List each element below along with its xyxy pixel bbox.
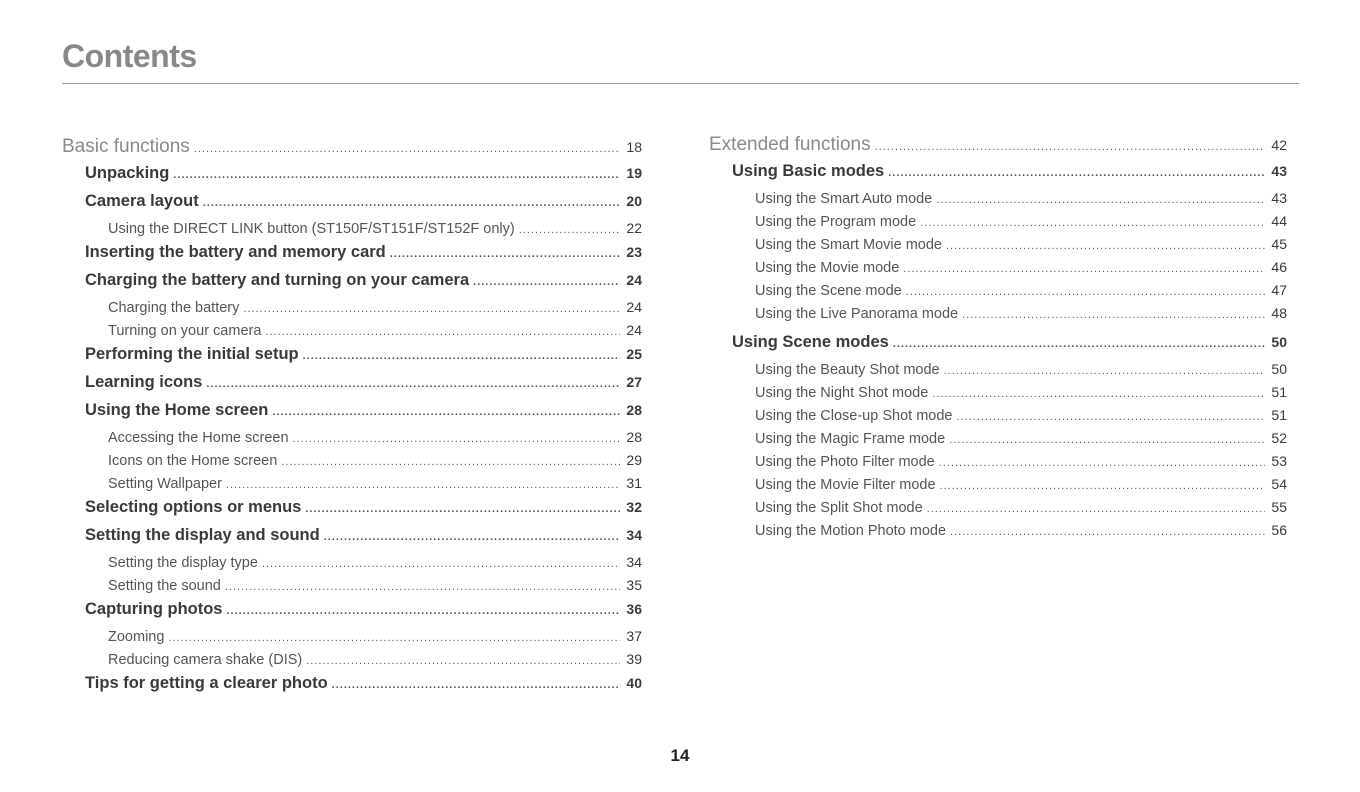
toc-leader-dots — [281, 456, 620, 468]
toc-subentry[interactable] — [62, 628, 642, 651]
toc-page-number: 40 — [626, 675, 642, 691]
toc-entry-title: Using Scene modes — [732, 333, 889, 351]
toc-leader-dots — [932, 388, 1265, 400]
toc-page-number: 44 — [1271, 213, 1287, 229]
toc-entry-title: Using the Close-up Shot mode — [755, 408, 953, 424]
toc-page-number: 36 — [626, 601, 642, 617]
toc-page-number: 54 — [1271, 476, 1287, 492]
toc-page-number: 22 — [626, 220, 642, 236]
toc-leader-dots — [272, 406, 620, 418]
toc-entry-title: Setting the display type — [108, 555, 258, 571]
toc-entry[interactable] — [709, 333, 1287, 361]
toc-entry-title: Unpacking — [85, 164, 170, 182]
toc-page-number: 43 — [1271, 190, 1287, 206]
toc-page-number: 32 — [626, 499, 642, 515]
toc-page-number: 50 — [1271, 334, 1287, 350]
toc-leader-dots — [893, 338, 1265, 350]
toc-page-number: 34 — [626, 554, 642, 570]
toc-page-number: 27 — [626, 374, 642, 390]
toc-page-number: 24 — [626, 272, 642, 288]
toc-leader-dots — [950, 526, 1265, 538]
toc-page-number: 56 — [1271, 522, 1287, 538]
toc-leader-dots — [939, 457, 1265, 469]
toc-entry[interactable] — [62, 600, 642, 628]
toc-subentry[interactable] — [62, 322, 642, 345]
toc-entry-title: Using the Photo Filter mode — [755, 454, 935, 470]
toc-page-number: 20 — [626, 193, 642, 209]
toc-page-number: 43 — [1271, 163, 1287, 179]
page-number: 14 — [670, 746, 690, 765]
toc-page-number: 23 — [626, 244, 642, 260]
toc-subentry[interactable] — [62, 429, 642, 452]
toc-subentry[interactable] — [62, 554, 642, 577]
toc-subentry[interactable] — [62, 220, 642, 243]
toc-entry-title: Setting the display and sound — [85, 526, 320, 544]
toc-leader-dots — [944, 365, 1265, 377]
toc-leader-dots — [519, 224, 620, 236]
toc-entry-title: Using the Movie Filter mode — [755, 477, 936, 493]
toc-entry-title: Setting Wallpaper — [108, 476, 222, 492]
toc-entry[interactable] — [62, 345, 642, 373]
toc-entry[interactable] — [62, 243, 642, 271]
toc-leader-dots — [194, 143, 620, 155]
toc-leader-dots — [324, 531, 620, 543]
toc-leader-dots — [936, 194, 1265, 206]
toc-page-number: 24 — [626, 322, 642, 338]
toc-subentry[interactable] — [62, 651, 642, 674]
toc-page-number: 51 — [1271, 384, 1287, 400]
toc-entry-title: Extended functions — [709, 134, 871, 155]
toc-page-number: 42 — [1271, 137, 1287, 153]
toc-leader-dots — [306, 655, 620, 667]
toc-leader-dots — [226, 605, 620, 617]
toc-page-number: 25 — [626, 346, 642, 362]
toc-entry-title: Zooming — [108, 629, 165, 645]
toc-leader-dots — [305, 503, 620, 515]
toc-leader-dots — [262, 558, 620, 570]
toc-page-number: 47 — [1271, 282, 1287, 298]
toc-entry[interactable] — [62, 271, 642, 299]
toc-entry[interactable] — [62, 401, 642, 429]
toc-entry[interactable] — [62, 164, 642, 192]
toc-column-left — [62, 136, 642, 702]
toc-leader-dots — [303, 350, 620, 362]
toc-page-number: 55 — [1271, 499, 1287, 515]
toc-entry-title: Using the Magic Frame mode — [755, 431, 946, 447]
toc-subentry[interactable] — [709, 305, 1287, 328]
toc-leader-dots — [940, 480, 1265, 492]
toc-leader-dots — [293, 433, 620, 445]
toc-entry-title: Charging the battery — [108, 300, 240, 316]
toc-leader-dots — [225, 581, 620, 593]
toc-leader-dots — [206, 378, 620, 390]
toc-entry-title: Camera layout — [85, 192, 199, 210]
toc-page-number: 19 — [626, 165, 642, 181]
page-title: Contents — [62, 38, 197, 74]
toc-page-number: 28 — [626, 402, 642, 418]
toc-page-number: 50 — [1271, 361, 1287, 377]
toc-entry[interactable] — [709, 162, 1287, 190]
toc-leader-dots — [888, 167, 1265, 179]
toc-entry-title: Using the Split Shot mode — [755, 500, 923, 516]
toc-entry-title: Using the Program mode — [755, 214, 917, 230]
toc-subentry[interactable] — [62, 577, 642, 600]
toc-entry[interactable] — [62, 192, 642, 220]
toc-leader-dots — [956, 411, 1265, 423]
toc-entry-title: Inserting the battery and memory card — [85, 243, 386, 261]
toc-leader-dots — [927, 503, 1265, 515]
toc-subentry[interactable] — [62, 475, 642, 498]
toc-entry-title: Using the Motion Photo mode — [755, 523, 947, 539]
toc-column-right — [709, 134, 1287, 545]
toc-leader-dots — [332, 679, 620, 691]
toc-leader-dots — [903, 263, 1265, 275]
toc-entry-title: Using Basic modes — [732, 162, 885, 180]
toc-entry-title: Using the Home screen — [85, 401, 269, 419]
toc-leader-dots — [243, 303, 620, 315]
toc-section-heading[interactable] — [62, 136, 642, 164]
toc-subentry[interactable] — [709, 476, 1287, 499]
toc-entry-title: Using the Movie mode — [755, 260, 900, 276]
toc-page-number: 29 — [626, 452, 642, 468]
toc-entry-title: Icons on the Home screen — [108, 453, 278, 469]
title-divider — [62, 83, 1299, 84]
toc-entry-title: Turning on your camera — [108, 323, 262, 339]
toc-entry-title: Basic functions — [62, 136, 190, 157]
toc-page-number: 53 — [1271, 453, 1287, 469]
toc-subentry[interactable] — [709, 190, 1287, 213]
toc-page-number: 52 — [1271, 430, 1287, 446]
toc-subentry[interactable] — [709, 499, 1287, 522]
toc-page-number: 35 — [626, 577, 642, 593]
toc-subentry[interactable] — [709, 407, 1287, 430]
toc-leader-dots — [875, 141, 1265, 153]
toc-section-heading[interactable] — [709, 134, 1287, 162]
toc-entry-title: Tips for getting a clearer photo — [85, 674, 328, 692]
toc-leader-dots — [920, 217, 1265, 229]
toc-entry-title: Using the Beauty Shot mode — [755, 362, 940, 378]
toc-page-number: 45 — [1271, 236, 1287, 252]
toc-subentry[interactable] — [709, 361, 1287, 384]
toc-leader-dots — [949, 434, 1265, 446]
toc-entry-title: Using the Live Panorama mode — [755, 306, 959, 322]
toc-leader-dots — [168, 632, 620, 644]
toc-leader-dots — [946, 240, 1265, 252]
toc-page-number: 46 — [1271, 259, 1287, 275]
toc-leader-dots — [390, 248, 620, 260]
toc-page-number: 28 — [626, 429, 642, 445]
toc-page-number: 37 — [626, 628, 642, 644]
toc-leader-dots — [173, 169, 620, 181]
toc-leader-dots — [906, 286, 1265, 298]
toc-entry-title: Performing the initial setup — [85, 345, 299, 363]
toc-entry-title: Using the Smart Auto mode — [755, 191, 933, 207]
toc-entry[interactable] — [62, 526, 642, 554]
toc-subentry[interactable] — [709, 384, 1287, 407]
toc-page-number: 34 — [626, 527, 642, 543]
toc-subentry[interactable] — [709, 236, 1287, 259]
toc-page-number: 39 — [626, 651, 642, 667]
toc-page-number: 31 — [626, 475, 642, 491]
toc-page-number: 24 — [626, 299, 642, 315]
toc-page-number: 18 — [626, 139, 642, 155]
toc-page-number: 48 — [1271, 305, 1287, 321]
toc-entry-title: Charging the battery and turning on your camera — [85, 271, 470, 289]
toc-entry-title: Using the Scene mode — [755, 283, 902, 299]
toc-entry-title: Learning icons — [85, 373, 203, 391]
toc-entry-title: Using the Smart Movie mode — [755, 237, 942, 253]
toc-leader-dots — [473, 276, 620, 288]
toc-entry-title: Using the Night Shot mode — [755, 385, 929, 401]
toc-entry[interactable] — [62, 674, 642, 702]
toc-page-number: 51 — [1271, 407, 1287, 423]
toc-entry[interactable] — [62, 498, 642, 526]
toc-entry-title: Reducing camera shake (DIS) — [108, 652, 303, 668]
toc-subentry[interactable] — [709, 522, 1287, 545]
toc-entry-title: Accessing the Home screen — [108, 430, 289, 446]
toc-subentry[interactable] — [62, 452, 642, 475]
toc-leader-dots — [226, 479, 620, 491]
toc-entry-title: Selecting options or menus — [85, 498, 302, 516]
toc-entry-title: Using the DIRECT LINK button (ST150F/ST151F/ST152F only) — [108, 221, 515, 237]
toc-leader-dots — [265, 326, 620, 338]
toc-subentry[interactable] — [709, 453, 1287, 476]
toc-entry[interactable] — [62, 373, 642, 401]
toc-subentry[interactable] — [709, 430, 1287, 453]
toc-subentry[interactable] — [709, 213, 1287, 236]
toc-subentry[interactable] — [709, 259, 1287, 282]
toc-leader-dots — [962, 309, 1265, 321]
toc-entry-title: Capturing photos — [85, 600, 223, 618]
toc-entry-title: Setting the sound — [108, 578, 221, 594]
toc-leader-dots — [203, 197, 620, 209]
toc-subentry[interactable] — [709, 282, 1287, 305]
toc-subentry[interactable] — [62, 299, 642, 322]
